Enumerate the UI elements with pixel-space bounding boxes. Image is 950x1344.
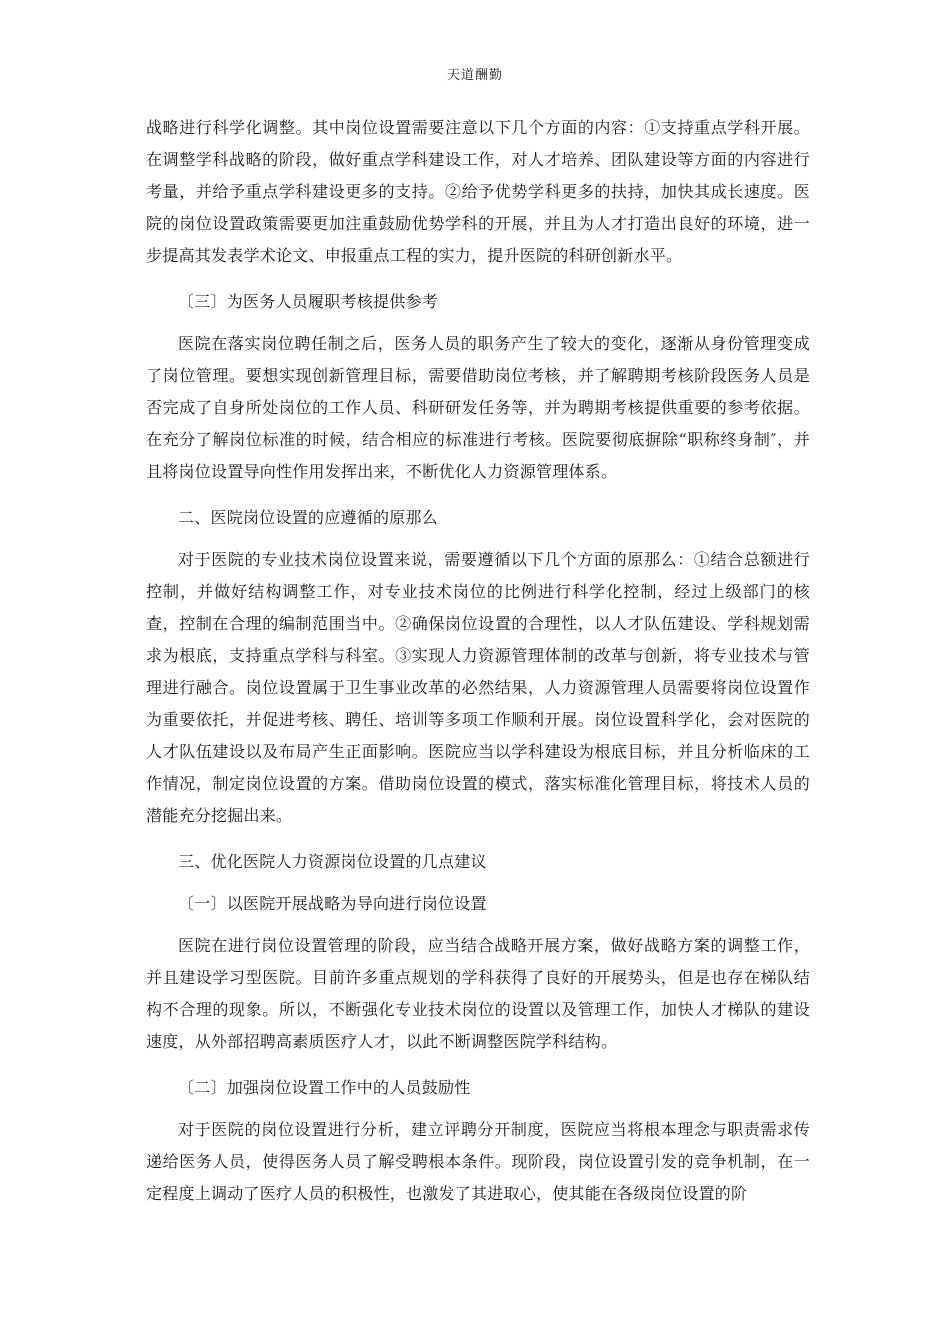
section-heading-2-principles: 二、医院岗位设置的应遵循的原那么 xyxy=(178,508,439,527)
paragraph-strategy-oriented: 医院在进行岗位设置管理的阶段，应当结合战略开展方案，做好战略方案的调整工作，并且建设学习型医院。目前许多重点规划的学科获得了良好的开展势头，但是也存在梯队结构不合理的现象。所以，不断强化专业技术岗位的设置以及管理工作，加快人才梯队的建设速度，从外部招聘高素质医疗人才，以此不断调整医院学科结构。 xyxy=(146,936,810,1051)
paragraph-assessment: 医院在落实岗位聘任制之后，医务人员的职务产生了较大的变化，逐渐从身份管理变成了岗位管理。要想实现创新管理目标，需要借助岗位考核，并了解聘期考核阶段医务人员是否完成了自身所处岗位的工作人员、科研研发任务等，并为聘期考核提供重要的参考依据。在充分了解岗位标准的时候，结合相应的标准进行考核。医院要彻底摒除“职称终身制″，并且将岗位设置导向性作用发挥出来，不断优化人力资源管理体系。 xyxy=(146,334,810,481)
section-heading-3-suggestions: 三、优化医院人力资源岗位设置的几点建议 xyxy=(178,852,487,871)
page-header: 天道酬勤 xyxy=(446,68,503,83)
paragraph-incentive: 对于医院的岗位设置进行分析，建立评聘分开制度，医院应当将根本理念与职责需求传递给医务人员，使得医务人员了解受聘根本条件。现阶段，岗位设置引发的竞争机制，在一定程度上调动了医疗人员的积极性，也激发了其进取心，使其能在各级岗位设置的阶 xyxy=(146,1120,810,1203)
paragraph-principles: 对于医院的专业技术岗位设置来说，需要遵循以下几个方面的原那么：①结合总额进行控制，并做好结构调整工作，对专业技术岗位的比例进行科学化控制，经过上级部门的核查，控制在合理的编制范围当中。②确保岗位设置的合理性，以人才队伍建设、学科规划需求为根底，支持重点学科与科室。③实现人力资源管理体制的改革与创新，将专业技术与管理进行融合。岗位设置属于卫生事业改革的必然结果，人力资源管理人员需要将岗位设置作为重要依托，并促进考核、聘任、培训等多项工作顺利开展。岗位设置科学化，会对医院的人才队伍建设以及布局产生正面影响。医院应当以学科建设为根底目标，并且分析临床的工作情况，制定岗位设置的方案。借助岗位设置的模式，落实标准化管理目标，将技术人员的潜能充分挖掘出来。 xyxy=(146,550,810,825)
document-body xyxy=(146,112,810,1210)
subsection-heading-2-incentive: 〔二〕加强岗位设置工作中的人员鼓励性 xyxy=(178,1078,471,1097)
paragraph-strategy-adjustment: 战略进行科学化调整。其中岗位设置需要注意以下几个方面的内容：①支持重点学科开展。在调整学科战略的阶段，做好重点学科建设工作，对人才培养、团队建设等方面的内容进行考量，并给予重点学科建设更多的支持。②给予优势学科更多的扶持，加快其成长速度。医院的岗位设置政策需要更加注重鼓励优势学科的开展，并且为人才打造出良好的环境，进一步提高其发表学术论文、申报重点工程的实力，提升医院的科研创新水平。 xyxy=(146,118,810,265)
subsection-heading-1-strategy: 〔一〕以医院开展战略为导向进行岗位设置 xyxy=(178,894,487,913)
section-heading-3-assessment: 〔三〕为医务人员履职考核提供参考 xyxy=(178,292,439,311)
